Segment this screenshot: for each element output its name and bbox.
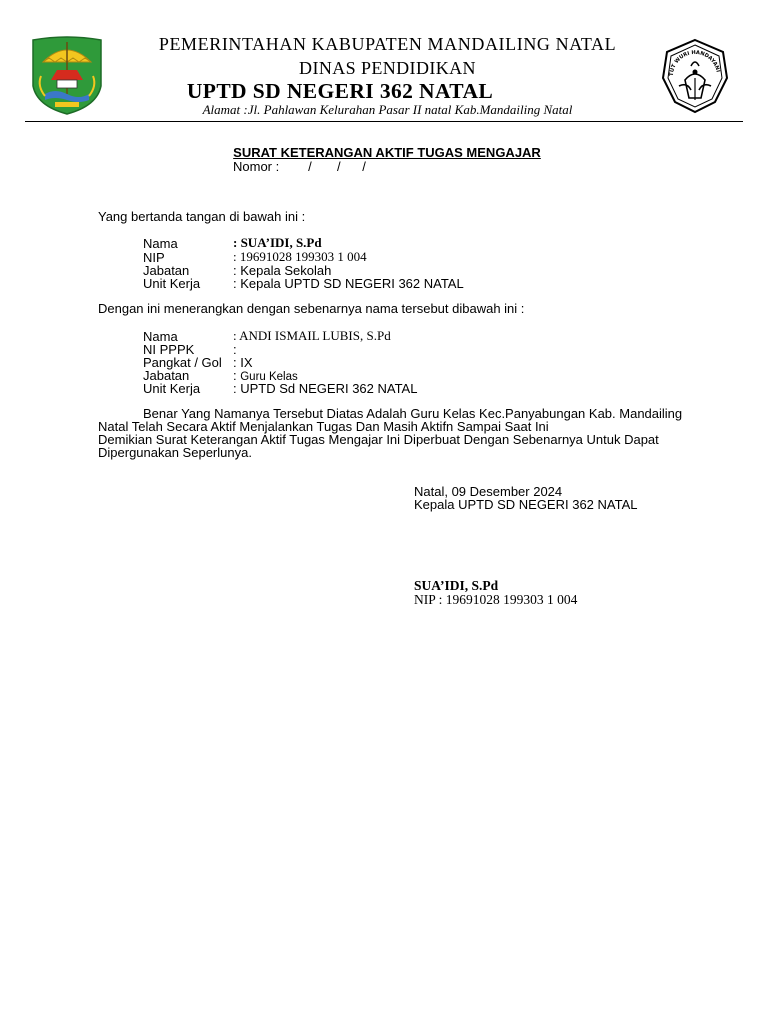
place-date: Natal, 09 Desember 2024 <box>414 484 563 499</box>
subject-nipppk-value: : <box>233 342 237 357</box>
subject-unit-label: Unit Kerja <box>143 381 201 396</box>
signer-position-value: : Kepala Sekolah <box>233 263 332 278</box>
body-line-1: Benar Yang Namanya Tersebut Diatas Adalah Guru Kelas Kec.Panyabungan Kab. Mandailing <box>143 406 683 421</box>
subject-rank-value: : IX <box>233 355 253 370</box>
subject-name-value: : ANDI ISMAIL LUBIS, S.Pd <box>233 328 391 343</box>
body-line-3: Demikian Surat Keterangan Aktif Tugas Mengajar Ini Diperbuat Dengan Sebenarnya Untuk Dapat <box>98 432 659 447</box>
subject-position-value: : Guru Kelas <box>233 368 298 383</box>
signer-name-value: : SUA’IDI, S.Pd <box>233 235 322 250</box>
subject-nipppk-label: NI PPPK <box>143 342 195 357</box>
signer-name-label: Nama <box>143 236 178 251</box>
letter-title: SURAT KETERANGAN AKTIF TUGAS MENGAJAR <box>233 145 541 160</box>
regency-crest-icon <box>31 36 103 116</box>
signer-unit-value: : Kepala UPTD SD NEGERI 362 NATAL <box>233 276 464 291</box>
logo-motto-text: TUT WURI HANDAYANI <box>668 49 721 77</box>
tut-wuri-handayani-icon <box>659 38 731 114</box>
subject-rank-label: Pangkat / Gol <box>143 355 222 370</box>
subject-unit-value: : UPTD Sd NEGERI 362 NATAL <box>233 381 418 396</box>
letterhead-department: DINAS PENDIDIKAN <box>299 58 476 78</box>
signature-nip: NIP : 19691028 199303 1 004 <box>414 592 578 607</box>
letterhead-divider <box>25 121 743 122</box>
signer-position-closing: Kepala UPTD SD NEGERI 362 NATAL <box>414 497 638 512</box>
signer-nip-value: : 19691028 199303 1 004 <box>233 249 367 264</box>
signature-name: SUA’IDI, S.Pd <box>414 578 499 593</box>
signer-position-label: Jabatan <box>143 263 190 278</box>
subject-name-label: Nama <box>143 329 178 344</box>
signer-nip-label: NIP <box>143 250 165 265</box>
letterhead-address: Alamat :Jl. Pahlawan Kelurahan Pasar II natal Kab.Mandailing Natal <box>202 102 573 117</box>
signer-unit-label: Unit Kerja <box>143 276 201 291</box>
statement-text: Dengan ini menerangkan dengan sebenarnya nama tersebut dibawah ini : <box>98 301 525 316</box>
intro-text: Yang bertanda tangan di bawah ini : <box>98 209 306 224</box>
letter-number: Nomor : / / / <box>233 159 366 174</box>
letterhead-government: PEMERINTAHAN KABUPATEN MANDAILING NATAL <box>158 34 617 54</box>
body-line-4: Dipergunakan Seperlunya. <box>98 445 252 460</box>
letterhead-school-name: UPTD SD NEGERI 362 NATAL <box>186 79 494 103</box>
body-line-2: Natal Telah Secara Aktif Menjalankan Tugas Dan Masih Aktifn Sampai Saat Ini <box>98 419 549 434</box>
subject-position-label: Jabatan <box>143 368 190 383</box>
